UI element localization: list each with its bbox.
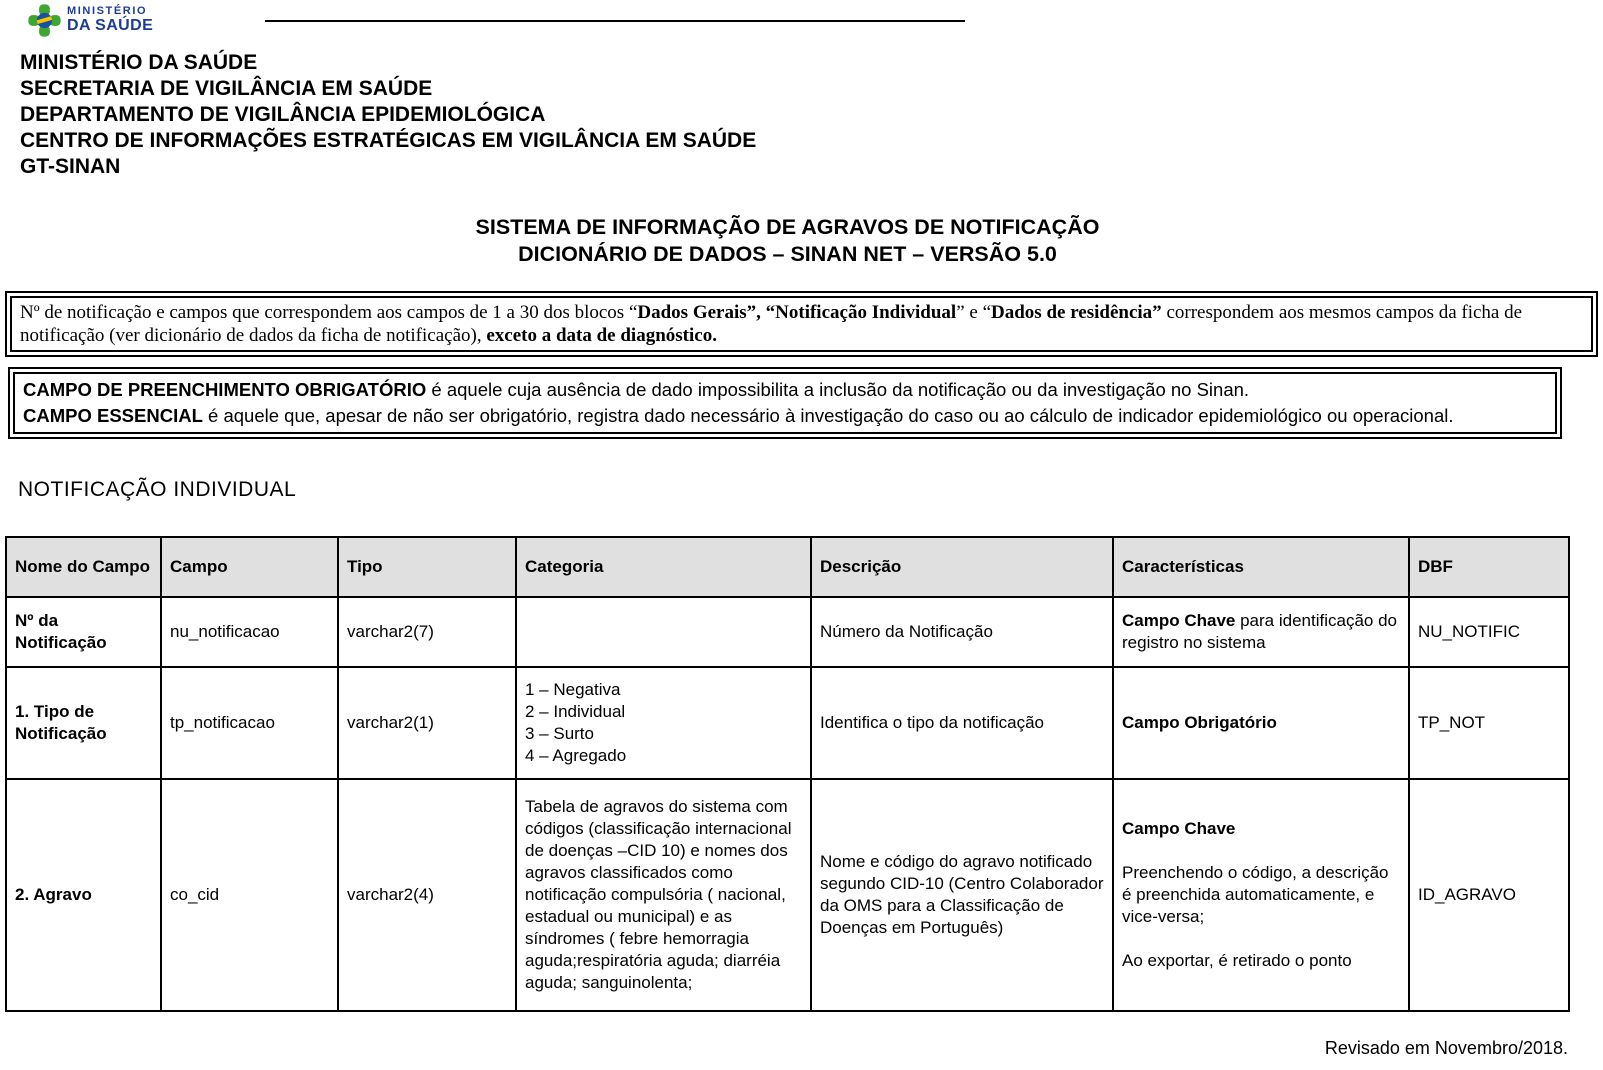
section-title: NOTIFICAÇÃO INDIVIDUAL [18,478,297,501]
notice-segment-bold: Dados de residência” [991,302,1162,323]
cell-categoria: Tabela de agravos do sistema com códigos (classificação internacional de doenças –CID 10) e nomes dos agravos classificados como notificação compulsória ( nacional, estadual ou municipal) e as síndromes ( febre hemorragia aguda;respiratória aguda; diarréia aguda; sanguinolenta; [516,779,811,1011]
cell-nome: 2. Agravo [6,779,161,1011]
header-dbf: DBF [1409,537,1569,597]
notice-general-text [10,296,1593,352]
data-dictionary-table [5,536,1570,1012]
table-row [6,667,1569,779]
notice-segment: ” e “ [956,302,992,323]
cell-nome: 1. Tipo de Notificação [6,667,161,779]
header-tipo: Tipo [338,537,516,597]
cell-caracteristicas: Campo Obrigatório [1113,667,1409,779]
saude-cross-icon [28,3,61,38]
org-line: GT-SINAN [20,155,121,178]
cell-tipo: varchar2(7) [338,597,516,667]
cell-dbf: NU_NOTIFIC [1409,597,1569,667]
title-line2: DICIONÁRIO DE DADOS – SINAN NET – VERSÃO 5.0 [518,242,1057,266]
notice-box-campos [8,367,1562,439]
document-title [0,214,1575,268]
ministerio-da-saude-logo [28,3,153,38]
table-row [6,779,1569,1011]
notice-segment-bold: exceto a data de diagnóstico. [486,325,717,346]
cell-dbf: TP_NOT [1409,667,1569,779]
notice-segment: Nº de notificação e campos que correspondem aos campos de 1 a 30 dos blocos “ [20,302,638,323]
org-line: DEPARTAMENTO DE VIGILÂNCIA EPIDEMIOLÓGICA [20,103,546,126]
notice-campos-line: CAMPO ESSENCIAL é aquele que, apesar de não ser obrigatório, registra dado necessário à investigação do caso ou ao cálculo de indicador epidemiológico ou operacional. [23,405,1454,426]
cell-campo: nu_notificacao [161,597,338,667]
cell-descricao: Nome e código do agravo notificado segundo CID-10 (Centro Colaborador da OMS para a Classificação de Doenças em Português) [811,779,1113,1011]
org-line: MINISTÉRIO DA SAÚDE [20,51,258,74]
notice-campos-line: CAMPO DE PREENCHIMENTO OBRIGATÓRIO é aquele cuja ausência de dado impossibilita a inclusão da notificação ou da investigação no Sinan. [23,379,1250,400]
header-descricao: Descrição [811,537,1113,597]
table-header-row [6,537,1569,597]
cell-tipo: varchar2(4) [338,779,516,1011]
cell-caracteristicas: Campo Chave Preenchendo o código, a descrição é preenchida automaticamente, e vice-versa; Ao exportar, é retirado o ponto [1113,779,1409,1011]
cell-descricao: Número da Notificação [811,597,1113,667]
cell-categoria [516,597,811,667]
title-line1: SISTEMA DE INFORMAÇÃO DE AGRAVOS DE NOTIFICAÇÃO [475,215,1100,239]
notice-segment-bold: Dados Gerais”, “Notificação Individual [637,302,957,323]
revision-note: Revisado em Novembro/2018. [1324,1038,1568,1058]
cell-categoria: 1 – Negativa 2 – Individual 3 – Surto 4 – Agregado [516,667,811,779]
logo-line2: DA SAÚDE [67,16,154,34]
org-header-block [20,50,756,180]
org-line: CENTRO DE INFORMAÇÕES ESTRATÉGICAS EM VIGILÂNCIA EM SAÚDE [20,129,757,152]
cell-campo: tp_notificacao [161,667,338,779]
header-nome-do-campo: Nome do Campo [6,537,161,597]
org-line: SECRETARIA DE VIGILÂNCIA EM SAÚDE [20,77,433,100]
notice-segment: correspondem aos mesmos campos da ficha de notificação (ver dicionário de dados da ficha de notificação), [20,302,1523,346]
cell-dbf: ID_AGRAVO [1409,779,1569,1011]
header-caracteristicas: Características [1113,537,1409,597]
cell-nome: Nº da Notificação [6,597,161,667]
cell-caracteristicas: Campo Chave para identificação do registro no sistema [1113,597,1409,667]
logo-line1: MINISTÉRIO [67,5,148,18]
header-rule [265,20,965,22]
header-campo: Campo [161,537,338,597]
header-categoria: Categoria [516,537,811,597]
logo-wordmark [67,6,153,34]
notice-campos-text [13,372,1557,434]
notice-box-general [5,291,1598,357]
cell-tipo: varchar2(1) [338,667,516,779]
table-row [6,597,1569,667]
cell-descricao: Identifica o tipo da notificação [811,667,1113,779]
cell-campo: co_cid [161,779,338,1011]
